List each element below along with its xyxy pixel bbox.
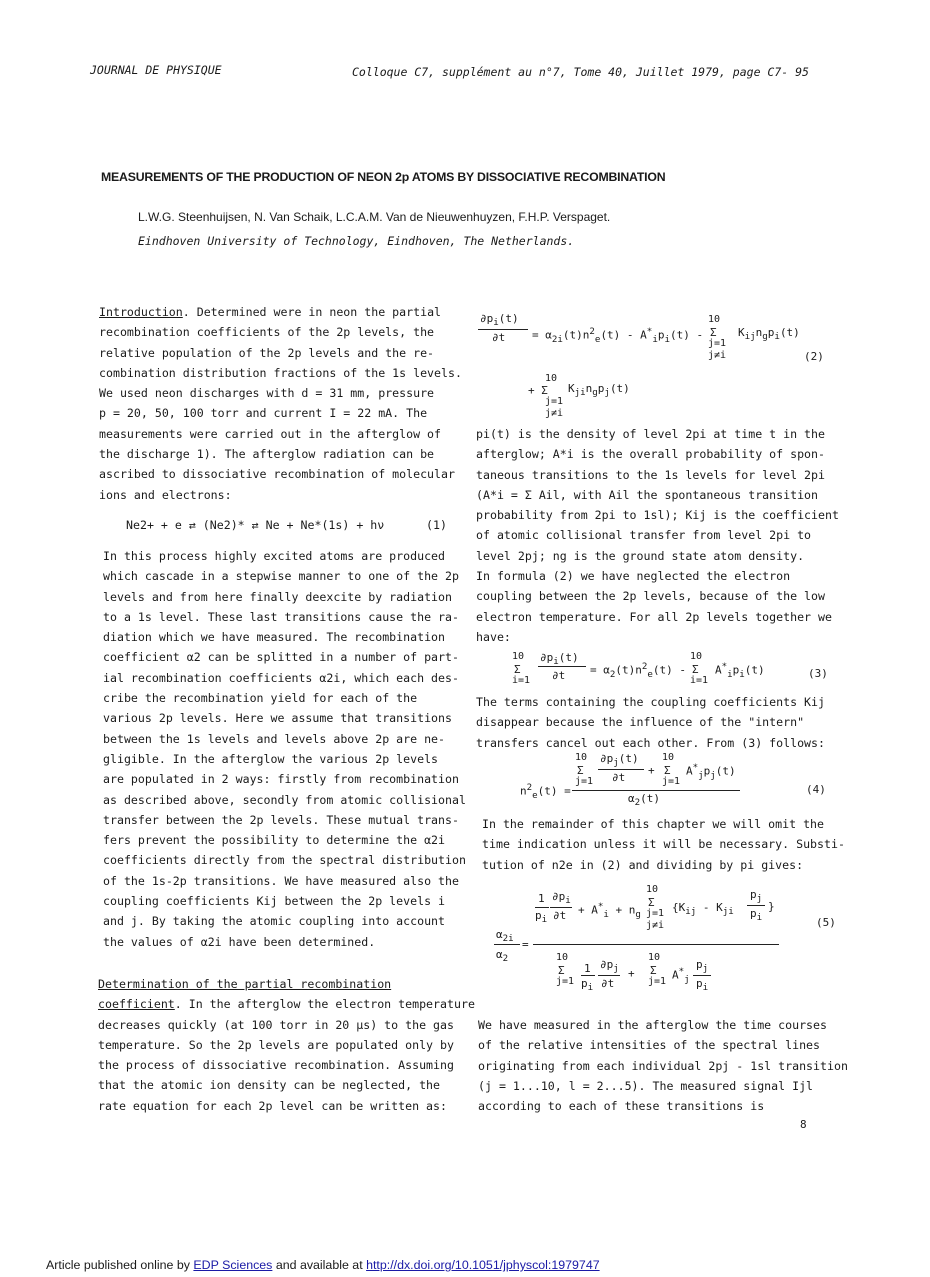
section-line: rate equation for each 2p level can be written as: [98,1098,448,1113]
remainder-line: time indication unless it will be necessary. Substi- [482,837,845,852]
definitions-line: (A*i = Σ Ail, with Ail the spontaneous transition [476,487,819,502]
remainder-line: tution of n2e in (2) and dividing by pi gives: [482,857,804,872]
intro-paragraph [99,302,462,505]
intro-line: the discharge 1). The afterglow radiation can be [99,447,435,462]
measured-line: originating from each individual 2pj - 1sl transition [478,1058,848,1073]
intro-line: We used neon discharges with d = 31 mm, pressure [99,386,435,401]
process-line: diation which we have measured. The recombination [103,630,446,645]
measured-line: according to each of these transitions is [478,1099,765,1114]
coupling-paragraph [476,692,825,753]
definitions-paragraph [476,424,839,647]
process-line: between the 1s levels and levels above 2p are ne- [103,731,446,746]
equation-2-number: (2) [804,350,824,363]
process-line: of the 1s-2p transitions. We have measured also the [103,873,459,888]
definitions-line: of atomic collisional transfer from level 2pi to [476,528,812,543]
process-line: coupling coefficients Kij between the 2p levels i [103,894,446,909]
definitions-line: have: [476,629,511,644]
authors: L.W.G. Steenhuijsen, N. Van Schaik, L.C.A.M. Van de Nieuwenhuyzen, F.H.P. Verspaget. [138,210,611,224]
footer-middle: and available at [272,1258,367,1272]
process-paragraph [103,546,466,952]
definitions-line: pi(t) is the density of level 2pi at time t in the [476,427,826,441]
process-line: levels and from here finally deexcite by radiation [103,589,453,604]
section-line: the process of dissociative recombination. Assuming [98,1058,454,1073]
process-line: ial recombination coefficients α2i, which each des- [103,670,459,685]
section-heading: Determination of the partial recombination [98,977,392,991]
measured-paragraph [478,1015,848,1116]
process-line: cribe the recombination yield for each of the [103,691,418,706]
doi-link[interactable]: http://dx.doi.org/10.1051/jphyscol:1979747 [366,1258,600,1272]
remainder-line: In the remainder of this chapter we will omit the [482,817,825,831]
measured-line: of the relative intensities of the spectral lines [478,1038,821,1053]
intro-line: recombination coefficients of the 2p levels, the [99,325,435,340]
process-line: are populated in 2 ways: firstly from recombination [103,772,459,787]
definitions-line: level 2pj; ng is the ground state atom density. [476,548,805,563]
section-line: temperature. So the 2p levels are populated only by [98,1037,454,1052]
definitions-line: In formula (2) we have neglected the electron [476,569,791,584]
colloque-info: Colloque C7, supplément au n°7, Tome 40, Juillet 1979, page C7- 95 [352,65,809,79]
process-line: to a 1s level. These last transitions cause the ra- [103,609,459,624]
process-line: and j. By taking the atomic coupling into account [103,914,446,929]
footer-prefix: Article published online by [46,1258,194,1272]
determination-section: Determination of the partial recombination coefficient. In the afterglow the electron temperature decreases quickly (at 100 torr in 20 μs) to the gas temperature. So the 2p levels are populated only by the process of dissociative recombination. Assuming that the atomic ion density can be neglected, the rate equation for each 2p level can be written as: [98,974,475,1116]
page-number: 8 [800,1118,807,1131]
journal-name: JOURNAL DE PHYSIQUE [90,63,222,77]
process-line: coefficients directly from the spectral distribution [103,853,466,868]
intro-line: ascribed to dissociative recombination of molecular [99,467,455,482]
intro-line-0: Introduction. Determined were in neon the partial [99,305,442,319]
measured-line: (j = 1...10, l = 2...5). The measured signal Ijl [478,1078,814,1093]
definitions-line: coupling between the 2p levels, because of the low [476,589,826,604]
coupling-line: transfers cancel out each other. From (3) follows: [476,735,826,750]
equation-5-number: (5) [816,916,836,929]
process-line: transfer between the 2p levels. These mutual trans- [103,812,459,827]
definitions-line: taneous transitions to the 1s levels for level 2pi [476,467,826,482]
intro-heading: Introduction [99,305,183,319]
section-heading-cont: coefficient [98,997,175,1012]
remainder-paragraph [482,814,845,875]
process-line: In this process highly excited atoms are produced [103,549,446,563]
intro-line: combination distribution fractions of the 1s levels. [99,365,462,380]
process-line: which cascade in a stepwise manner to one of the 2p [103,569,459,584]
coupling-line: The terms containing the coupling coefficients Kij [476,695,826,709]
process-line: various 2p levels. Here we assume that transitions [103,711,453,726]
intro-line: relative population of the 2p levels and the re- [99,345,435,360]
definitions-line: afterglow; A*i is the overall probability of spon- [476,447,826,462]
equation-3-number: (3) [808,667,828,680]
paper-title: MEASUREMENTS OF THE PRODUCTION OF NEON 2p ATOMS BY DISSOCIATIVE RECOMBINATION [101,170,666,184]
definitions-line: probability from 2pi to 1sl); Kij is the coefficient [476,508,839,523]
equation-1-number: (1) [426,518,447,532]
publisher-link[interactable]: EDP Sciences [193,1258,273,1272]
process-line: as described above, secondly from atomic collisional [103,792,466,807]
affiliation: Eindhoven University of Technology, Eindhoven, The Netherlands. [138,234,575,248]
section-line: that the atomic ion density can be neglected, the [98,1078,441,1093]
equation-4-number: (4) [806,783,826,796]
process-line: fers prevent the possibility to determine the α2i [103,833,446,848]
coupling-line: disappear because the influence of the "intern" [476,715,805,730]
intro-line: p = 20, 50, 100 torr and current I = 22 mA. The [99,406,428,421]
definitions-line: electron temperature. For all 2p levels together we [476,609,832,624]
intro-line: measurements were carried out in the afterglow of [99,426,442,441]
process-line: the values of α2i have been determined. [103,934,376,949]
publication-footer [46,1258,600,1272]
measured-line: We have measured in the afterglow the time courses [478,1018,828,1032]
process-line: coefficient α2 can be splitted in a number of part- [103,650,459,665]
section-line: decreases quickly (at 100 torr in 20 μs) to the gas [98,1017,454,1032]
process-line: gligible. In the afterglow the various 2p levels [103,751,439,766]
intro-line: ions and electrons: [99,487,232,502]
equation-1: Ne2+ + e ⇄ (Ne2)* ⇄ Ne + Ne*(1s) + hν [126,518,385,532]
